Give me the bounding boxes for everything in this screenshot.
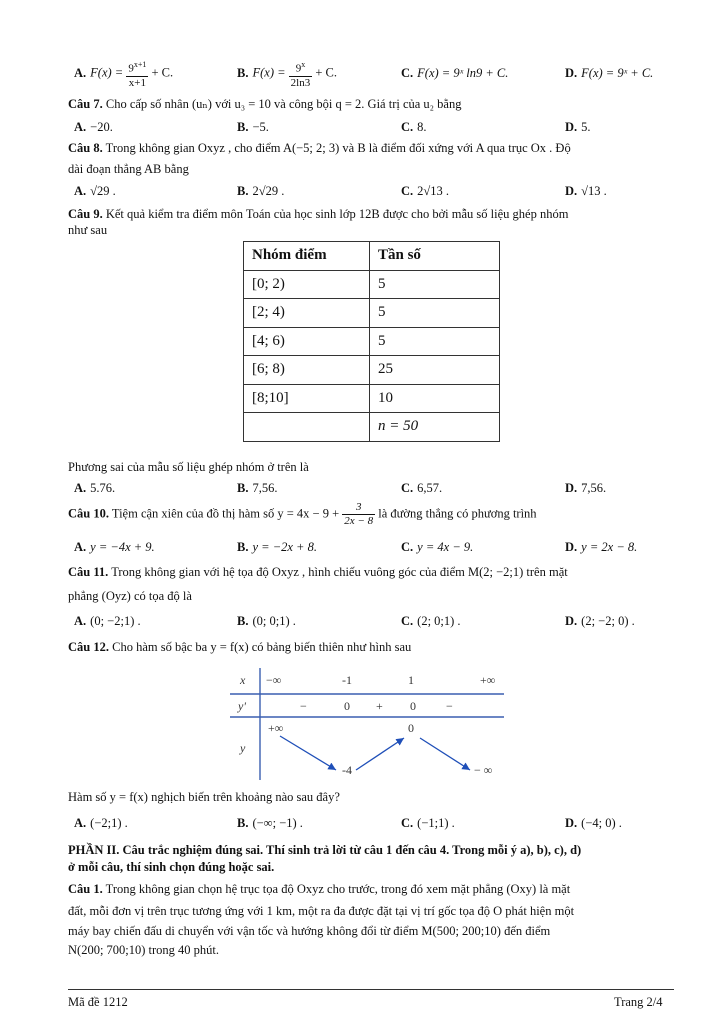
q11-text-line1: Câu 11. Trong không gian với hệ tọa độ Oxyz , hình chiếu vuông góc của điểm M(2; −2;1) trên mặt <box>68 565 568 579</box>
bbt-x-label: x <box>240 673 246 687</box>
q9-text-line1: Câu 9. Kết quả kiểm tra điểm môn Toán của học sinh lớp 12B được cho bởi mẫu số liệu ghép nhóm <box>68 207 569 221</box>
q9-option-c: C. 6,57. <box>401 481 443 495</box>
part2-q1-line3: máy bay chiến đấu di chuyển với vận tốc và hướng không đổi từ điểm M(500; 200;10) đến điểm <box>68 924 551 938</box>
q6-option-d: D. F(x) = 9ˣ + C. <box>565 66 654 80</box>
table-cell <box>244 413 370 442</box>
footer-page-number: Trang 2/4 <box>614 995 663 1009</box>
q7-option-c: C. 8. <box>401 120 427 134</box>
q8-text-line2: dài đoạn thẳng AB bằng <box>68 162 189 176</box>
q11-option-a: A. (0; −2;1) . <box>74 614 141 628</box>
bbt-y-bottom-right: − ∞ <box>474 763 493 777</box>
table-header-cell: Nhóm điểm <box>244 242 370 271</box>
footer-divider <box>68 989 674 990</box>
bbt-yp-value: 0 <box>410 699 416 713</box>
q9-option-d: D. 7,56. <box>565 481 607 495</box>
bbt-arrow-up <box>356 738 404 770</box>
bbt-x-value: 1 <box>408 673 414 687</box>
q7-option-d: D. 5. <box>565 120 591 134</box>
bbt-y-bottom-mid: -4 <box>342 763 352 777</box>
table-header-cell: Tần số <box>370 242 500 271</box>
table-row <box>244 299 500 328</box>
q10-text: Câu 10. Tiệm cận xiên của đồ thị hàm số y = 4x − 9 + $\frac{3}{2x - 8}$ là đường thẳng có phương trình <box>68 501 537 527</box>
part2-q1-line1: Câu 1. Trong không gian chọn hệ trục tọa độ Oxyz cho trước, trong đó xem mặt phẳng (Oxy) là mặt <box>68 882 571 896</box>
table-cell: [2; 4) <box>244 299 370 328</box>
bbt-x-value: -1 <box>342 673 352 687</box>
bbt-yp-value: 0 <box>344 699 350 713</box>
table-row <box>244 413 500 442</box>
table-cell: [0; 2) <box>244 270 370 299</box>
table-cell: [4; 6) <box>244 327 370 356</box>
q11-option-d: D. (2; −2; 0) . <box>565 614 635 628</box>
table-cell: [6; 8) <box>244 356 370 385</box>
bbt-y-top-left: +∞ <box>268 721 284 735</box>
q12-text: Câu 12. Cho hàm số bậc ba y = f(x) có bảng biến thiên như hình sau <box>68 640 412 654</box>
bbt-x-value: −∞ <box>266 673 282 687</box>
bbt-yp-value: − <box>446 699 453 713</box>
q8-text-line1: Câu 8. Trong không gian Oxyz , cho điểm A(−5; 2; 3) và B là điểm đối xứng với A qua trục Ox . Độ <box>68 141 571 155</box>
table-row <box>244 356 500 385</box>
table-row <box>244 384 500 413</box>
table-cell: 10 <box>370 384 500 413</box>
q9-option-b: B. 7,56. <box>237 481 278 495</box>
bbt-arrow-down-1 <box>280 736 336 770</box>
q6-option-a: A. F(x) = $\frac{9^{x+1}}{x+1}$ + C. <box>74 60 174 89</box>
bbt-yp-value: + <box>376 699 383 713</box>
q9-text-line2: như sau <box>68 223 108 237</box>
part2-heading-line1: PHẦN II. Câu trắc nghiệm đúng sai. Thí sinh trả lời từ câu 1 đến câu 4. Trong mỗi ý a), b), c), d) <box>68 843 582 857</box>
bbt-yp-label: y' <box>238 699 246 713</box>
bbt-y-top-mid: 0 <box>408 721 414 735</box>
q8-option-d: D. √13 . <box>565 184 607 198</box>
part2-q1-line2: đất, mỗi đơn vị trên trục tương ứng với 1 km, một ra đa được đặt tại vị trí gốc tọa độ O phát hiện một <box>68 904 575 918</box>
q12-question: Hàm số y = f(x) nghịch biến trên khoảng nào sau đây? <box>68 790 340 804</box>
bbt-y-label: y <box>240 741 246 755</box>
table-row <box>244 327 500 356</box>
q11-option-c: C. (2; 0;1) . <box>401 614 461 628</box>
q12-option-b: B. (−∞; −1) . <box>237 816 303 830</box>
q8-option-a: A. √29 . <box>74 184 116 198</box>
q8-option-b: B. 2√29 . <box>237 184 285 198</box>
variation-table <box>228 666 504 782</box>
part2-heading-line2: ở mỗi câu, thí sinh chọn đúng hoặc sai. <box>68 860 275 874</box>
table-cell: n = 50 <box>370 413 500 442</box>
q7-text: Câu 7. Cho cấp số nhân (uₙ) với u₃ = 10 và công bội q = 2. Giá trị của u₂ bằng <box>68 97 462 111</box>
q11-option-b: B. (0; 0;1) . <box>237 614 296 628</box>
table-cell: [8;10] <box>244 384 370 413</box>
frequency-table <box>243 241 500 442</box>
footer-exam-code: Mã đề 1212 <box>68 995 128 1009</box>
table-cell: 5 <box>370 270 500 299</box>
part2-q1-line4: N(200; 700;10) trong 40 phút. <box>68 943 220 957</box>
q9-question: Phương sai của mẫu số liệu ghép nhóm ở trên là <box>68 460 309 474</box>
q6-option-b: B. F(x) = $\frac{9^x}{2\ln 3}$ + C. <box>237 60 337 89</box>
bbt-yp-value: − <box>300 699 307 713</box>
q10-option-b: B. y = −2x + 8. <box>237 540 317 554</box>
q12-option-a: A. (−2;1) . <box>74 816 128 830</box>
table-cell: 25 <box>370 356 500 385</box>
table-cell: 5 <box>370 327 500 356</box>
q9-option-a: A. 5.76. <box>74 481 116 495</box>
q7-option-a: A. −20. <box>74 120 113 134</box>
q10-option-c: C. y = 4x − 9. <box>401 540 474 554</box>
table-row <box>244 270 500 299</box>
q10-option-d: D. y = 2x − 8. <box>565 540 638 554</box>
bbt-x-value: +∞ <box>480 673 496 687</box>
q8-option-c: C. 2√13 . <box>401 184 450 198</box>
q10-option-a: A. y = −4x + 9. <box>74 540 155 554</box>
q12-option-c: C. (−1;1) . <box>401 816 455 830</box>
q12-option-d: D. (−4; 0) . <box>565 816 622 830</box>
bbt-arrow-down-2 <box>420 738 470 770</box>
q6-option-c: C. F(x) = 9ˣ ln9 + C. <box>401 66 509 80</box>
table-cell: 5 <box>370 299 500 328</box>
table-header-row <box>244 242 500 271</box>
q7-option-b: B. −5. <box>237 120 269 134</box>
q11-text-line2: phẳng (Oyz) có tọa độ là <box>68 589 192 603</box>
